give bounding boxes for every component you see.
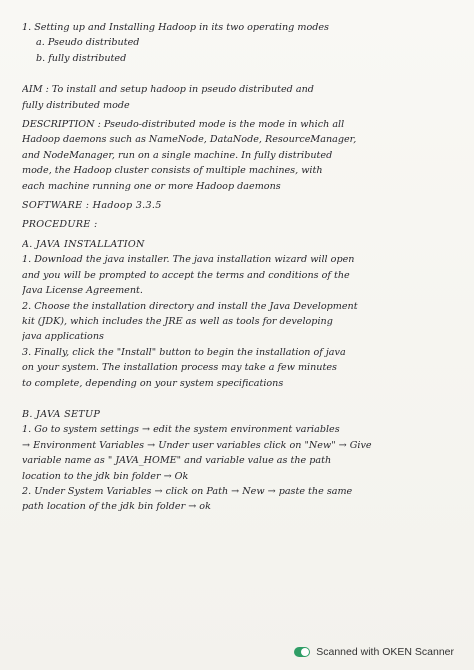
aim-line: AIM : To install and setup hadoop in pseudo distributed and: [22, 84, 314, 96]
scanner-watermark: [294, 646, 454, 658]
mode-item-a: a. Pseudo distributed: [36, 37, 140, 49]
procedure-step: to complete, depending on your system specifications: [22, 377, 284, 389]
aim-line: fully distributed mode: [22, 99, 130, 111]
procedure-step: 1. Download the java installer. The java installation wizard will open: [22, 254, 355, 266]
setup-step: path location of the jdk bin folder → ok: [22, 501, 211, 513]
procedure-step: java applications: [22, 331, 104, 343]
setup-step: location to the jdk bin folder → Ok: [22, 470, 189, 482]
scanner-watermark-text: Scanned with OKEN Scanner: [316, 646, 454, 658]
handwritten-notes: [22, 20, 454, 515]
heading-line: 1. Setting up and Installing Hadoop in its two operating modes: [22, 22, 329, 33]
description-line: and NodeManager, run on a single machine. In fully distributed: [22, 149, 333, 161]
description-line: DESCRIPTION : Pseudo-distributed mode is the mode in which all: [22, 119, 345, 131]
mode-item-b: b. fully distributed: [36, 52, 127, 64]
procedure-heading: PROCEDURE :: [22, 219, 98, 231]
procedure-step: Java License Agreement.: [22, 285, 143, 297]
procedure-step: 2. Choose the installation directory and install the Java Development: [22, 300, 358, 312]
setup-step: → Environment Variables → Under user variables click on "New" → Give: [22, 439, 372, 451]
description-line: each machine running one or more Hadoop daemons: [22, 180, 281, 192]
setup-step: 1. Go to system settings → edit the system environment variables: [22, 424, 340, 436]
description-line: mode, the Hadoop cluster consists of multiple machines, with: [22, 165, 323, 177]
procedure-step: on your system. The installation process may take a few minutes: [22, 362, 337, 374]
scanner-logo-icon: [294, 647, 310, 657]
section-b-heading: B. JAVA SETUP: [22, 408, 101, 420]
description-line: Hadoop daemons such as NameNode, DataNode, ResourceManager,: [22, 134, 357, 146]
setup-step: variable name as " JAVA_HOME" and variable value as the path: [22, 455, 332, 467]
procedure-step: 3. Finally, click the "Install" button to begin the installation of java: [22, 346, 346, 358]
procedure-step: and you will be prompted to accept the terms and conditions of the: [22, 269, 350, 281]
setup-step: 2. Under System Variables → click on Path → New → paste the same: [22, 485, 353, 497]
software-line: SOFTWARE : Hadoop 3.3.5: [22, 200, 162, 212]
section-a-heading: A. JAVA INSTALLATION: [22, 238, 145, 250]
procedure-step: kit (JDK), which includes the JRE as well as tools for developing: [22, 315, 333, 327]
